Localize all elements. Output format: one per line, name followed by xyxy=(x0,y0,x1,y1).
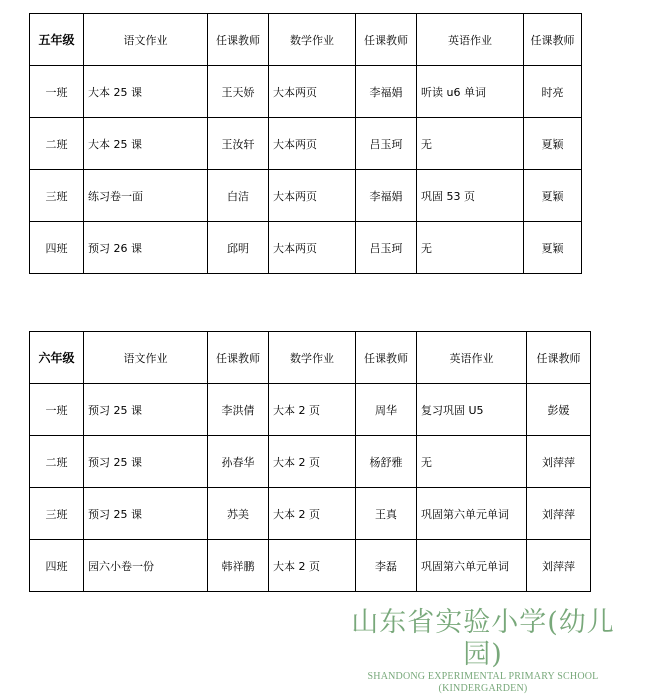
math-teacher-cell: 杨舒雅 xyxy=(356,436,417,488)
grade-label: 五年级 xyxy=(30,14,84,66)
column-header-math-homework: 数学作业 xyxy=(269,14,356,66)
english-homework-cell: 巩固第六单元单词 xyxy=(417,540,527,592)
math-teacher-cell: 李福娟 xyxy=(356,66,417,118)
grade6-homework-table xyxy=(29,331,591,592)
column-header-english-homework: 英语作业 xyxy=(417,332,527,384)
english-homework-cell: 巩固 53 页 xyxy=(417,170,524,222)
math-teacher-cell: 吕玉珂 xyxy=(356,118,417,170)
chinese-homework-cell: 预习 25 课 xyxy=(84,488,208,540)
math-homework-cell: 大本两页 xyxy=(269,170,356,222)
grade-label: 六年级 xyxy=(30,332,84,384)
table-row xyxy=(30,66,582,118)
chinese-teacher-cell: 王汝轩 xyxy=(208,118,269,170)
english-teacher-cell: 刘萍萍 xyxy=(527,436,591,488)
school-name-chinese: 山东省实验小学(幼儿园) xyxy=(351,607,615,670)
english-homework-cell: 听读 u6 单词 xyxy=(417,66,524,118)
table-row xyxy=(30,488,591,540)
math-homework-cell: 大本 2 页 xyxy=(269,540,356,592)
english-homework-cell: 巩固第六单元单词 xyxy=(417,488,527,540)
chinese-homework-cell: 园六小卷一份 xyxy=(84,540,208,592)
class-name-cell: 四班 xyxy=(30,222,84,274)
english-homework-cell: 复习巩固 U5 xyxy=(417,384,527,436)
table-row xyxy=(30,436,591,488)
english-teacher-cell: 彭媛 xyxy=(527,384,591,436)
math-teacher-cell: 周华 xyxy=(356,384,417,436)
school-logo xyxy=(333,607,633,695)
column-header-chinese-homework: 语文作业 xyxy=(84,14,208,66)
column-header-math-homework: 数学作业 xyxy=(269,332,356,384)
english-teacher-cell: 夏颖 xyxy=(524,118,582,170)
table-row xyxy=(30,222,582,274)
math-teacher-cell: 吕玉珂 xyxy=(356,222,417,274)
math-homework-cell: 大本 2 页 xyxy=(269,488,356,540)
class-name-cell: 三班 xyxy=(30,170,84,222)
chinese-homework-cell: 大本 25 课 xyxy=(84,66,208,118)
math-teacher-cell: 王真 xyxy=(356,488,417,540)
chinese-teacher-cell: 邱明 xyxy=(208,222,269,274)
class-name-cell: 一班 xyxy=(30,384,84,436)
column-header-chinese-homework: 语文作业 xyxy=(84,332,208,384)
chinese-teacher-cell: 白洁 xyxy=(208,170,269,222)
chinese-homework-cell: 大本 25 课 xyxy=(84,118,208,170)
chinese-homework-cell: 预习 26 课 xyxy=(84,222,208,274)
column-header-chinese-teacher: 任课教师 xyxy=(208,14,269,66)
chinese-homework-cell: 练习卷一面 xyxy=(84,170,208,222)
math-teacher-cell: 李磊 xyxy=(356,540,417,592)
english-homework-cell: 无 xyxy=(417,118,524,170)
column-header-math-teacher: 任课教师 xyxy=(356,332,417,384)
grade5-homework-table xyxy=(29,13,582,274)
table-row xyxy=(30,540,591,592)
column-header-chinese-teacher: 任课教师 xyxy=(208,332,269,384)
chinese-teacher-cell: 王天娇 xyxy=(208,66,269,118)
column-header-english-teacher: 任课教师 xyxy=(527,332,591,384)
chinese-teacher-cell: 李洪倩 xyxy=(208,384,269,436)
school-name-english: SHANDONG EXPERIMENTAL PRIMARY SCHOOL (KINDERGARDEN) xyxy=(367,671,599,694)
chinese-teacher-cell: 韩祥鹏 xyxy=(208,540,269,592)
class-name-cell: 一班 xyxy=(30,66,84,118)
class-name-cell: 二班 xyxy=(30,118,84,170)
chinese-teacher-cell: 苏美 xyxy=(208,488,269,540)
math-homework-cell: 大本两页 xyxy=(269,118,356,170)
chinese-homework-cell: 预习 25 课 xyxy=(84,436,208,488)
english-homework-cell: 无 xyxy=(417,222,524,274)
english-teacher-cell: 时亮 xyxy=(524,66,582,118)
chinese-homework-cell: 预习 25 课 xyxy=(84,384,208,436)
table-row xyxy=(30,384,591,436)
english-teacher-cell: 刘萍萍 xyxy=(527,540,591,592)
math-homework-cell: 大本 2 页 xyxy=(269,384,356,436)
table-header-row xyxy=(30,332,591,384)
table-row xyxy=(30,118,582,170)
english-teacher-cell: 夏颖 xyxy=(524,222,582,274)
class-name-cell: 三班 xyxy=(30,488,84,540)
math-homework-cell: 大本 2 页 xyxy=(269,436,356,488)
chinese-teacher-cell: 孙春华 xyxy=(208,436,269,488)
math-homework-cell: 大本两页 xyxy=(269,222,356,274)
column-header-english-teacher: 任课教师 xyxy=(524,14,582,66)
math-teacher-cell: 李福娟 xyxy=(356,170,417,222)
table-row xyxy=(30,170,582,222)
column-header-math-teacher: 任课教师 xyxy=(356,14,417,66)
english-homework-cell: 无 xyxy=(417,436,527,488)
english-teacher-cell: 刘萍萍 xyxy=(527,488,591,540)
column-header-english-homework: 英语作业 xyxy=(417,14,524,66)
class-name-cell: 四班 xyxy=(30,540,84,592)
english-teacher-cell: 夏颖 xyxy=(524,170,582,222)
class-name-cell: 二班 xyxy=(30,436,84,488)
math-homework-cell: 大本两页 xyxy=(269,66,356,118)
table-header-row xyxy=(30,14,582,66)
